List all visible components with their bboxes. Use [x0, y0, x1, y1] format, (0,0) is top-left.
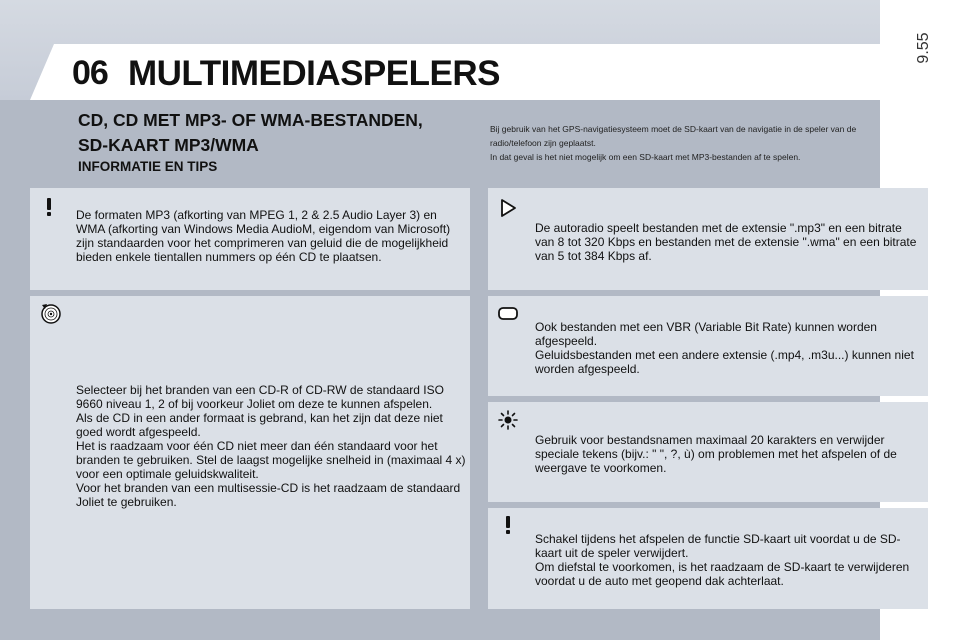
page-number: 9.55	[915, 32, 932, 64]
burning-text	[76, 383, 466, 509]
section-title-line1: CD, CD MET MP3- OF WMA-BESTANDEN,	[78, 110, 423, 130]
burning-p3: Het is raadzaam voor één CD niet meer dan één standaard voor het branden te gebruiken. Stel de laagst mogelijke snelheid in (maximaal 4 x) voor een optimale geluidskwaliteit.	[76, 439, 466, 481]
vbr-p2: Geluidsbestanden met een andere extensie (.mp4, .m3u...) kunnen niet worden afgespeeld.	[535, 348, 914, 376]
sdcard-text	[535, 532, 923, 588]
bitrate-text: De autoradio speelt bestanden met de extensie ".mp3" en een bitrate van 8 tot 320 Kbps en bestanden met de extensie ".wma" en een bitrate van 5 tot 384 Kbps af.	[535, 221, 917, 263]
sun-icon	[497, 409, 519, 431]
rounded-rect-icon	[497, 303, 519, 325]
intro-line3: In dat geval is het niet mogelijk om een SD-kaart met MP3-bestanden af te spelen.	[490, 152, 801, 162]
section-title	[78, 108, 498, 158]
section-subtitle: INFORMATIE EN TIPS	[78, 159, 218, 174]
formats-text: De formaten MP3 (afkorting van MPEG 1, 2 & 2.5 Audio Layer 3) en WMA (afkorting van Windows Media AudioM, eigendom van Microsoft) zijn standaarden voor het comprimeren van geluid die de mogelijkheid bieden enkele tientallen nummers op één CD te plaatsen.	[76, 208, 451, 264]
chapter-title: MULTIMEDIASPELERS	[128, 54, 500, 93]
warning-icon	[38, 196, 60, 218]
exclamation-icon	[497, 514, 519, 536]
intro-line2: radio/telefoon zijn geplaatst.	[490, 138, 596, 148]
burning-p2: Als de CD in een ander formaat is gebrand, kan het zijn dat deze niet goed wordt afgespeeld.	[76, 411, 443, 439]
burning-p1: Selecteer bij het branden van een CD-R of CD-RW de standaard ISO 9660 niveau 1, 2 of bij voorkeur Joliet om deze te kunnen afspelen.	[76, 383, 444, 411]
disc-icon	[39, 302, 61, 324]
chapter-number: 06	[72, 54, 108, 92]
burning-p4: Voor het branden van een multisessie-CD is het raadzaam de standaard Joliet te gebruiken.	[76, 481, 461, 509]
filenames-text: Gebruik voor bestandsnamen maximaal 20 karakters en verwijder speciale tekens (bijv.: " ", ?, ù) om problemen met het afspelen of de weergave te voorkomen.	[535, 433, 897, 475]
vbr-p1: Ook bestanden met een VBR (Variable Bit Rate) kunnen worden afgespeeld.	[535, 320, 877, 348]
vbr-text	[535, 320, 923, 376]
intro-note	[490, 122, 910, 164]
section-title-line2: SD-KAART MP3/WMA	[78, 135, 259, 155]
sdcard-p2: Om diefstal te voorkomen, is het raadzaam de SD-kaart te verwijderen voordat u de auto met geopend dak achterlaat.	[535, 560, 910, 588]
sdcard-p1: Schakel tijdens het afspelen de functie SD-kaart uit voordat u de SD-kaart uit de speler verwijdert.	[535, 532, 901, 560]
intro-line1: Bij gebruik van het GPS-navigatiesysteem moet de SD-kaart van de navigatie in de speler van de	[490, 124, 857, 134]
play-icon	[497, 197, 519, 219]
